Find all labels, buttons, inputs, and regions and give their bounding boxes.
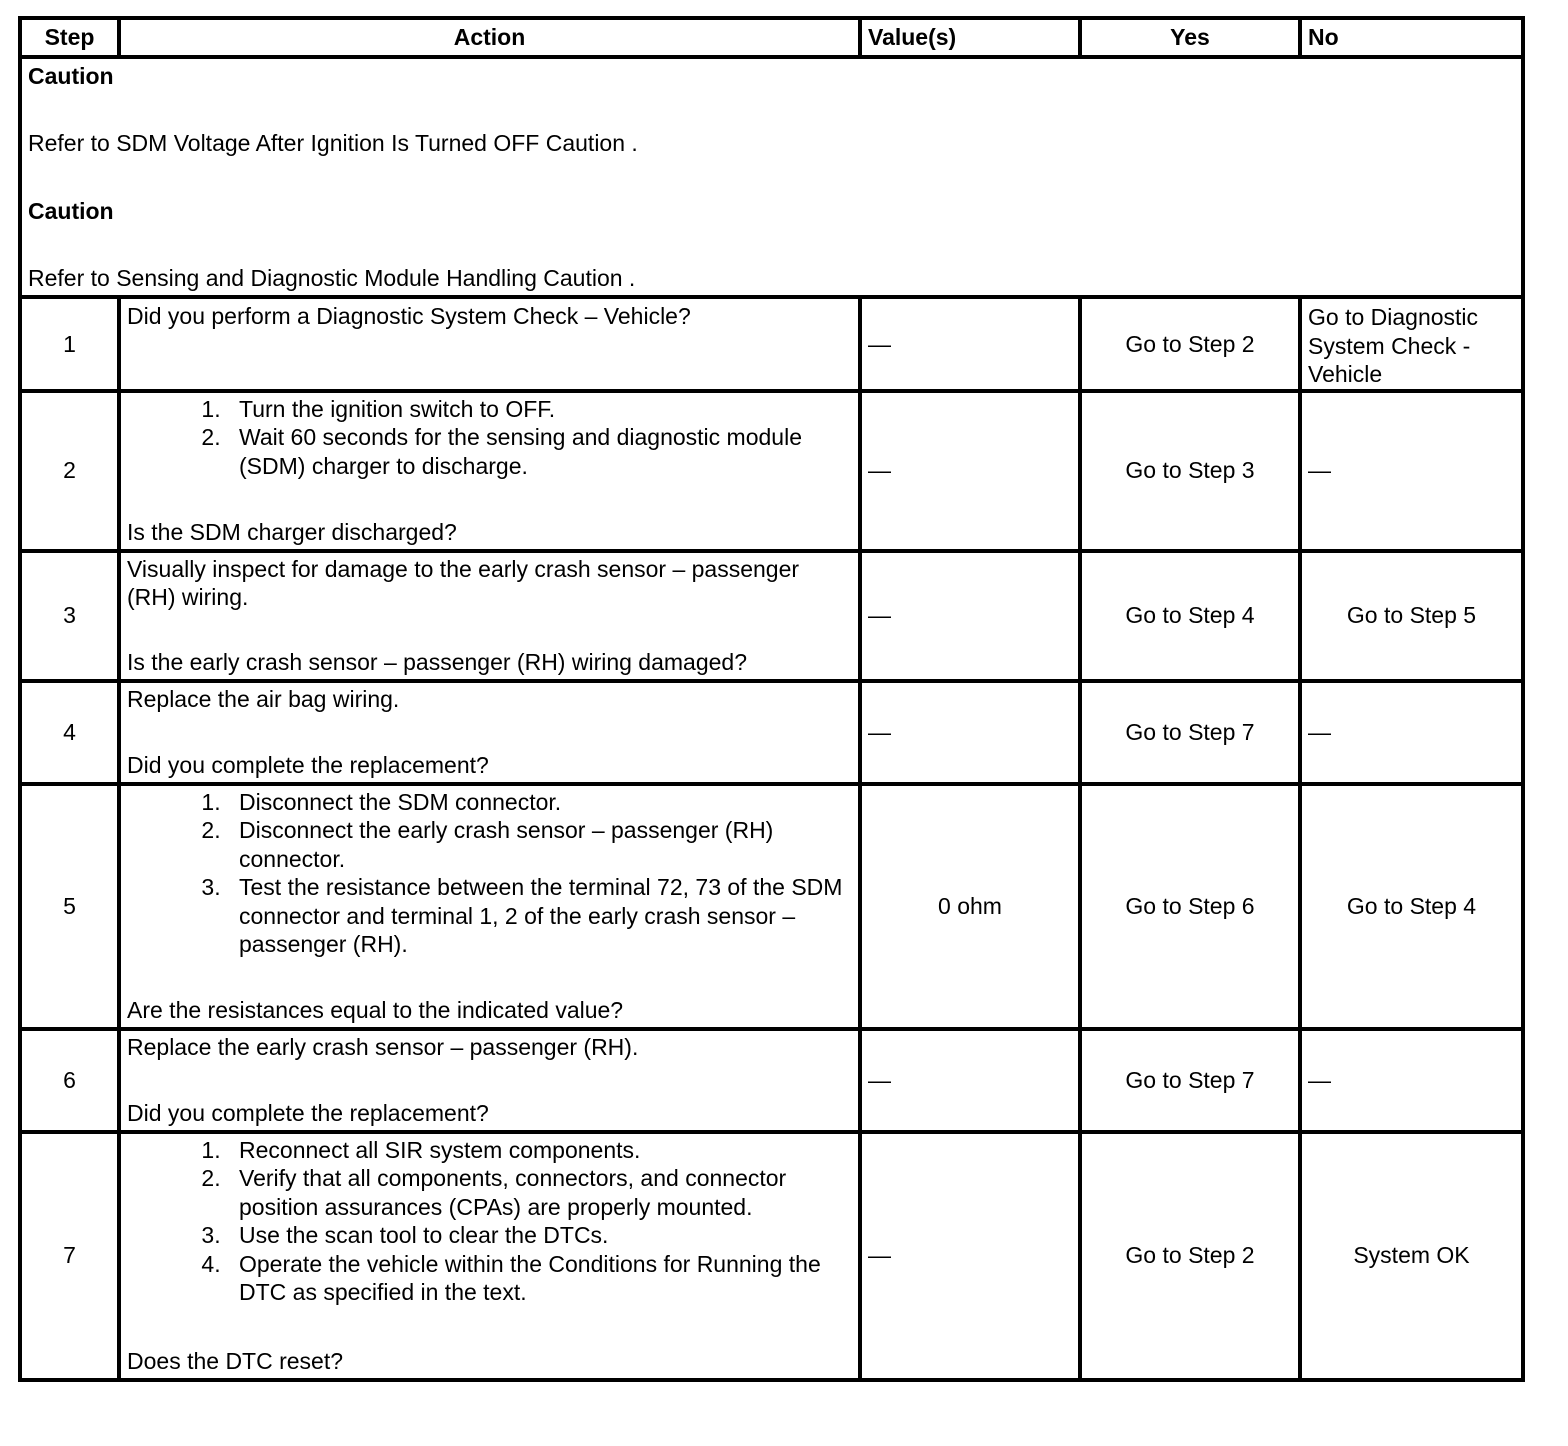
action-cell [119, 784, 860, 1029]
action-intro: Did you perform a Diagnostic System Check – Vehicle? [127, 302, 691, 329]
yes-cell: Go to Step 4 [1080, 551, 1300, 681]
caution-text: Refer to Sensing and Diagnostic Module Handling Caution . [28, 265, 636, 291]
no-cell: System OK [1300, 1132, 1523, 1380]
header-row [20, 18, 1523, 57]
no-cell: Go to Step 4 [1300, 784, 1523, 1029]
caution-text: Refer to SDM Voltage After Ignition Is Turned OFF Caution . [28, 130, 638, 156]
action-list-item: 4. Operate the vehicle within the Conditions for Running the DTC as specified in the text. [227, 1250, 852, 1307]
header-values: Value(s) [860, 18, 1080, 57]
table-row [20, 297, 1523, 391]
action-list-item: 1. Disconnect the SDM connector. [227, 788, 852, 817]
value-cell: — [860, 1132, 1080, 1380]
header-yes: Yes [1080, 18, 1300, 57]
action-question: Is the SDM charger discharged? [127, 519, 457, 545]
table-row [20, 1132, 1523, 1380]
action-list [127, 395, 852, 481]
yes-cell: Go to Step 2 [1080, 297, 1300, 391]
table-row [20, 784, 1523, 1029]
yes-cell: Go to Step 3 [1080, 391, 1300, 551]
step-number: 3 [20, 551, 119, 681]
header-step: Step [20, 18, 119, 57]
step-number: 6 [20, 1029, 119, 1132]
no-cell: — [1300, 681, 1523, 784]
action-cell [119, 391, 860, 551]
step-number: 5 [20, 784, 119, 1029]
yes-cell: Go to Step 7 [1080, 1029, 1300, 1132]
table-row [20, 391, 1523, 551]
action-cell [119, 681, 860, 784]
action-list-item: 3. Test the resistance between the terminal 72, 73 of the SDM connector and terminal 1, 2 of the early crash sensor – passenger (RH). [227, 873, 852, 959]
diagnostic-table [18, 16, 1525, 1382]
step-number: 2 [20, 391, 119, 551]
no-cell: Go to Step 5 [1300, 551, 1523, 681]
no-cell: — [1300, 1029, 1523, 1132]
caution-title: Caution [28, 197, 114, 224]
action-list-item: 2. Wait 60 seconds for the sensing and diagnostic module (SDM) charger to discharge. [227, 423, 852, 480]
action-intro: Replace the early crash sensor – passenger (RH). [127, 1033, 639, 1060]
action-intro: Visually inspect for damage to the early crash sensor – passenger (RH) wiring. [127, 555, 800, 610]
step-number: 1 [20, 297, 119, 391]
step-number: 7 [20, 1132, 119, 1380]
action-question: Are the resistances equal to the indicated value? [127, 997, 624, 1023]
table-row [20, 551, 1523, 681]
action-question: Is the early crash sensor – passenger (RH) wiring damaged? [127, 649, 748, 675]
header-no: No [1300, 18, 1523, 57]
action-cell [119, 1132, 860, 1380]
value-cell: — [860, 681, 1080, 784]
table-row [20, 681, 1523, 784]
caution-title: Caution [28, 62, 114, 89]
value-cell: — [860, 551, 1080, 681]
action-list-item: 3. Use the scan tool to clear the DTCs. [227, 1221, 852, 1250]
yes-cell: Go to Step 2 [1080, 1132, 1300, 1380]
value-cell: — [860, 297, 1080, 391]
action-question: Did you complete the replacement? [127, 1100, 489, 1126]
action-list-item: 2. Verify that all components, connectors, and connector position assurances (CPAs) are properly mounted. [227, 1164, 852, 1221]
action-cell [119, 551, 860, 681]
table-row [20, 1029, 1523, 1132]
caution-row [20, 57, 1523, 297]
yes-cell: Go to Step 7 [1080, 681, 1300, 784]
action-question: Does the DTC reset? [127, 1348, 344, 1374]
no-cell: — [1300, 391, 1523, 551]
value-cell: 0 ohm [860, 784, 1080, 1029]
value-cell: — [860, 1029, 1080, 1132]
action-intro: Replace the air bag wiring. [127, 685, 400, 712]
action-list-item: 1. Reconnect all SIR system components. [227, 1136, 852, 1165]
value-cell: — [860, 391, 1080, 551]
action-question: Did you complete the replacement? [127, 752, 489, 778]
no-cell: Go to Diagnostic System Check - Vehicle [1300, 297, 1523, 391]
action-cell [119, 1029, 860, 1132]
action-list [127, 788, 852, 959]
action-list-item: 2. Disconnect the early crash sensor – passenger (RH) connector. [227, 816, 852, 873]
header-action: Action [119, 18, 860, 57]
action-list [127, 1136, 852, 1307]
yes-cell: Go to Step 6 [1080, 784, 1300, 1029]
caution-block [20, 57, 1523, 297]
action-cell [119, 297, 860, 391]
step-number: 4 [20, 681, 119, 784]
action-list-item: 1. Turn the ignition switch to OFF. [227, 395, 852, 424]
